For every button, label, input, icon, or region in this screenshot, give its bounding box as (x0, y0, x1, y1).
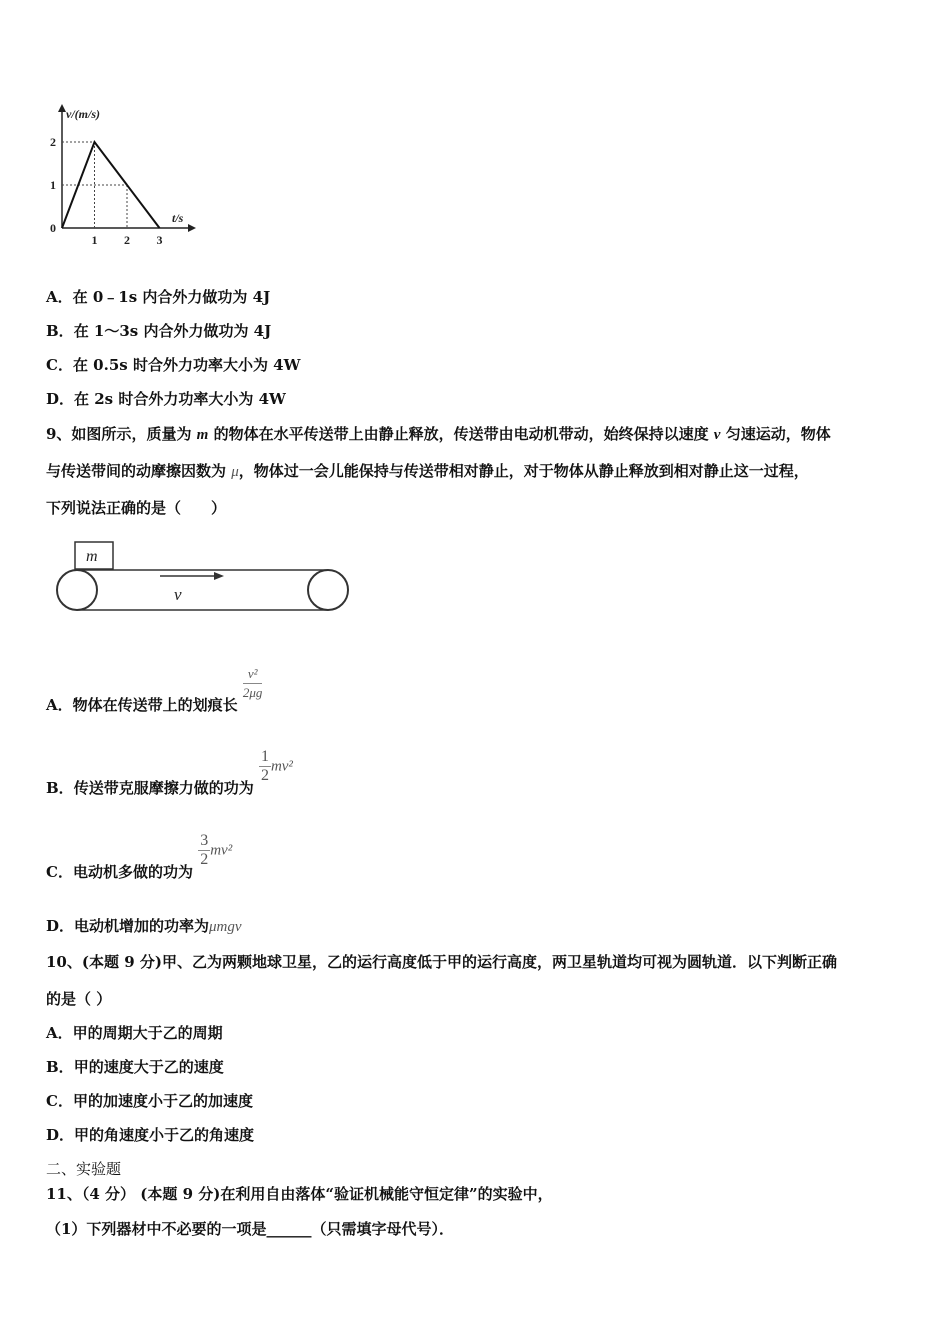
q9-stem-line1: 9、如图所示，质量为 m 的物体在水平传送带上由静止释放，传送带由电动机带动，始终保持以速度 v 匀速运动，物体 (46, 425, 831, 443)
velocity-label: v (174, 585, 182, 604)
q10-option-b: B．甲的速度大于乙的速度 (46, 1058, 224, 1076)
q9-stem-line2: 与传送带间的动摩擦因数为 μ，物体过一会儿能保持与传送带相对静止，对于物体从静止释放到相对静止这一过程， (46, 462, 809, 480)
q9-option-b: B．传送带克服摩擦力做的功为 $\frac{1}{2}$ mv² (46, 748, 293, 797)
q8-option-d: D．在 2s 时合外力功率大小为 4W (46, 390, 286, 408)
q9-option-d: D．电动机增加的功率为μmgv (46, 917, 242, 935)
x-tick-label: 3 (156, 233, 163, 247)
vt-chart (40, 100, 210, 250)
q9-option-a: A．物体在传送带上的划痕长 $\frac{\text{v²}}{2\mu g}$ (46, 666, 263, 714)
q10-option-c: C．甲的加速度小于乙的加速度 (46, 1092, 253, 1110)
conveyor-figure (50, 538, 355, 618)
q10-stem-line1: 10、(本题 9 分)甲、乙为两颗地球卫星，乙的运行高度低于甲的运行高度，两卫星轨道均可视为圆轨道．以下判断正确 (46, 953, 837, 971)
q8-option-a: A．在 0﹣1s 内合外力做功为 4J (46, 288, 271, 306)
q8-option-c: C．在 0.5s 时合外力功率大小为 4W (46, 356, 301, 374)
y-axis-arrow (58, 104, 66, 112)
q11-stem-line1: 11、（4 分） (本题 9 分)在利用自由落体“验证机械能守恒定律”的实验中， (46, 1185, 553, 1203)
block-label: m (86, 548, 98, 565)
right-roller (308, 570, 348, 610)
q9-option-c: C．电动机多做的功为 $\frac{3}{2}$ mv² (46, 832, 233, 881)
velocity-arrow-head (214, 572, 224, 580)
q10-option-a: A．甲的周期大于乙的周期 (46, 1024, 223, 1042)
left-roller (57, 570, 97, 610)
x-tick-label: 2 (124, 233, 130, 247)
y-axis-label: v/(m/s) (66, 107, 100, 121)
q8-option-b: B．在 1～3s 内合外力做功为 4J (46, 322, 272, 340)
y-tick-label: 1 (50, 178, 56, 192)
q9-stem-line3: 下列说法正确的是（ ） (46, 499, 227, 517)
q10-option-d: D．甲的角速度小于乙的角速度 (46, 1126, 255, 1144)
q10-stem-line2: 的是（ ） (46, 990, 112, 1008)
x-axis-label: t/s (172, 211, 184, 225)
section-heading: 二、实验题 (46, 1160, 122, 1178)
x-tick-label: 1 (91, 233, 98, 247)
y-tick-label: 2 (50, 135, 56, 149)
x-axis-arrow (188, 224, 196, 232)
q11-stem-line2: （1）下列器材中不必要的一项是______（只需填字母代号）． (46, 1220, 454, 1238)
y-tick-label: 0 (50, 221, 56, 235)
